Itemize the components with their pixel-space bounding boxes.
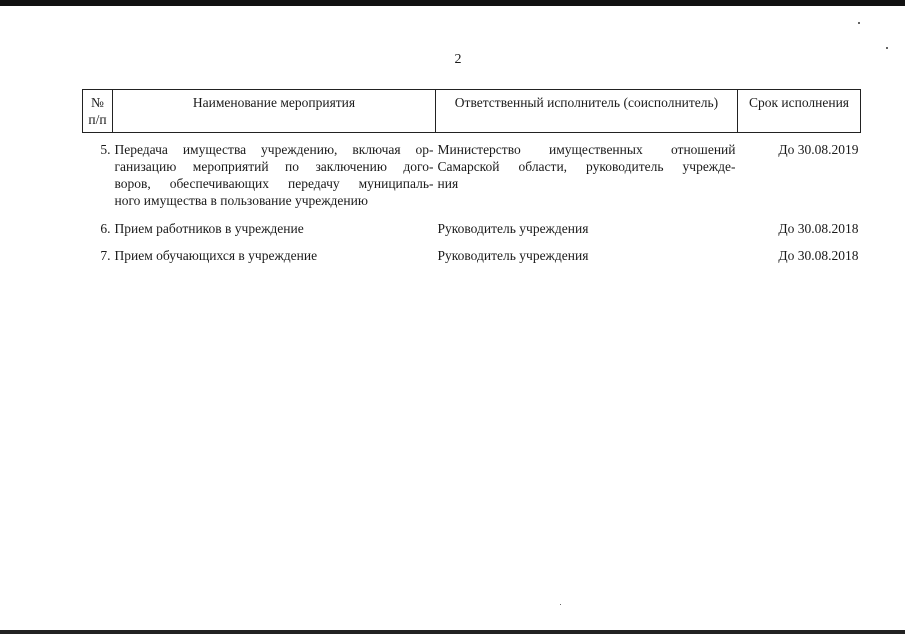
header-number: № п/п [83,90,113,133]
deadline-cell: До 30.08.2018 [778,221,859,236]
header-deadline: Срок исполнения [738,90,861,133]
table-row [83,243,861,264]
header-responsible: Ответственный исполнитель (соисполнитель) [436,90,738,133]
page-number: 2 [454,52,462,67]
table-row [83,133,861,217]
responsible-line: Министерство имущественных отношений [437,142,736,157]
scan-speck [858,22,860,24]
responsible-cell: Руководитель учреждения [437,221,589,236]
measure-name-line: ганизацию мероприятий по заключению дого- [114,159,434,174]
table-header-row [83,90,861,133]
deadline-cell: До 30.08.2018 [778,248,859,263]
measure-name-line: воров, обеспечивающих передачу муниципаль- [114,176,434,191]
responsible-cell: Руководитель учреждения [437,248,589,263]
row-number: 5. [100,142,111,157]
scan-speck [886,47,888,49]
responsible-line: Самарской области, руководитель учрежде- [437,159,736,174]
scan-border-bottom [0,630,905,634]
row-number: 6. [100,221,111,236]
scan-border-top [0,0,905,6]
deadline-cell: До 30.08.2019 [778,142,859,157]
responsible-cell [436,133,738,217]
measure-name-cell: Прием работников в учреждение [114,221,304,236]
responsible-line: ния [437,176,459,191]
measures-table [82,89,861,264]
measure-name-cell [113,133,436,217]
header-measure-name: Наименование мероприятия [113,90,436,133]
scan-speck [560,604,561,605]
measure-name-line: Передача имущества учреждению, включая ор- [114,142,434,157]
measure-name-cell: Прием обучающихся в учреждение [114,248,318,263]
table-row [83,216,861,243]
row-number: 7. [100,248,111,263]
measure-name-line: ного имущества в пользование учреждению [114,193,368,208]
